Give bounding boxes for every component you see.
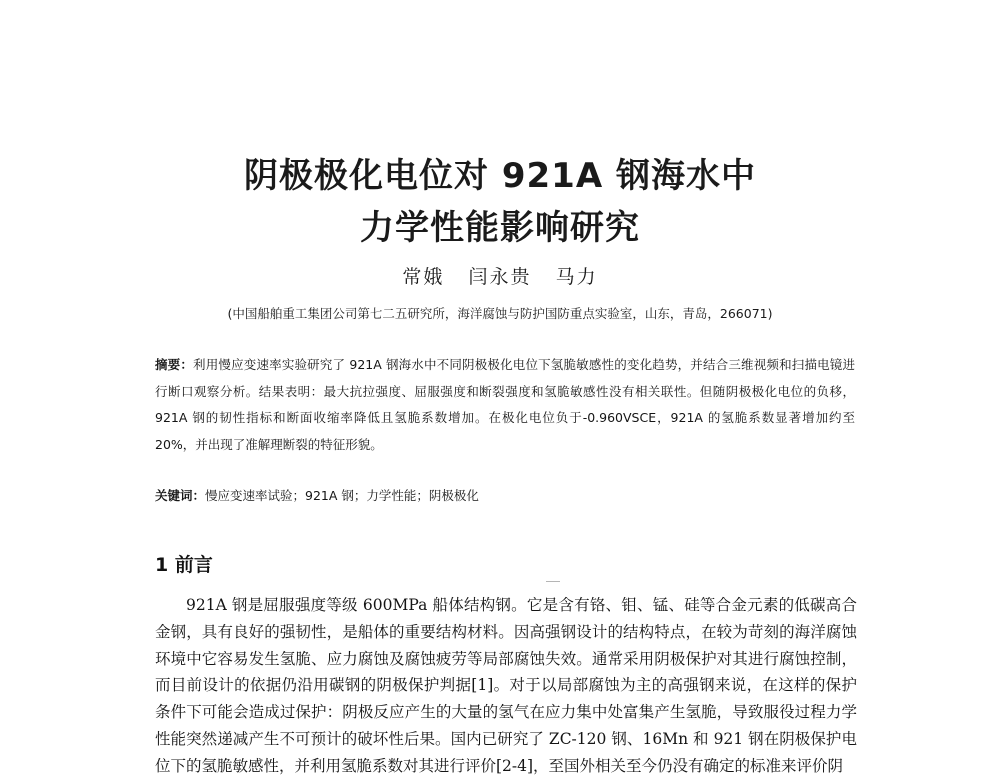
abstract — [155, 352, 855, 458]
keywords — [155, 486, 855, 504]
paper-title-line-2: 力学性能影响研究 — [360, 208, 640, 248]
keywords-text: 慢应变速率试验；921A 钢；力学性能；阴极极化 — [205, 488, 479, 503]
paper-title-line-1: 阴极极化电位对 921A 钢海水中 — [244, 156, 756, 196]
affiliation: (中国船舶重工集团公司第七二五研究所，海洋腐蚀与防护国防重点实验室，山东，青岛，266071) — [227, 306, 773, 321]
body-paragraph: 921A 钢是屈服强度等级 600MPa 船体结构钢。它是含有铬、钼、锰、硅等合金元素的低碳高合金钢，具有良好的强韧性，是船体的重要结构材料。因高强钢设计的结构特点，在较为苛刻的海洋腐蚀环境中它容易发生氢脆、应力腐蚀及腐蚀疲劳等局部腐蚀失效。通常采用阴极保护对其进行腐蚀控制，而目前设计的依据仍沿用碳钢的阴极保护判据[1]。对于以局部腐蚀为主的高强钢来说，在这样的保护条件下可能会造成过保护：阴极反应产生的大量的氢气在应力集中处富集产生氢脆，导致服役过程力学性能突然递减产生不可预计的破坏性后果。国内已研究了 ZC-120 钢、16Mn 和 921 钢在阴极保护电位下的氢脆敏感性，并利用氢脆系数对其进行评价[2-4]，至国外相关至今仍没有确定的标准来评价阴 — [155, 596, 857, 775]
abstract-text: 利用慢应变速率实验研究了 921A 钢海水中不同阴极极化电位下氢脆敏感性的变化趋势，并结合三维视频和扫描电镜进行断口观察分析。结果表明：最大抗拉强度、屈服强度和断裂强度和氢脆敏感性没有相关联性。但随阴极极化电位的负移，921A 钢的韧性指标和断面收缩率降低且氢脆系数增加。在极化电位负于-0.960VSCE，921A 的氢脆系数显著增加约至 20%，并出现了准解理断裂的特征形貌。 — [155, 357, 855, 452]
scan-speck — [546, 581, 560, 582]
section-heading-introduction: 1 前言 — [155, 554, 213, 576]
author-list: 常娥 闫永贵 马力 — [402, 266, 598, 288]
abstract-label: 摘要： — [155, 357, 194, 372]
keywords-label: 关键词： — [155, 488, 206, 503]
